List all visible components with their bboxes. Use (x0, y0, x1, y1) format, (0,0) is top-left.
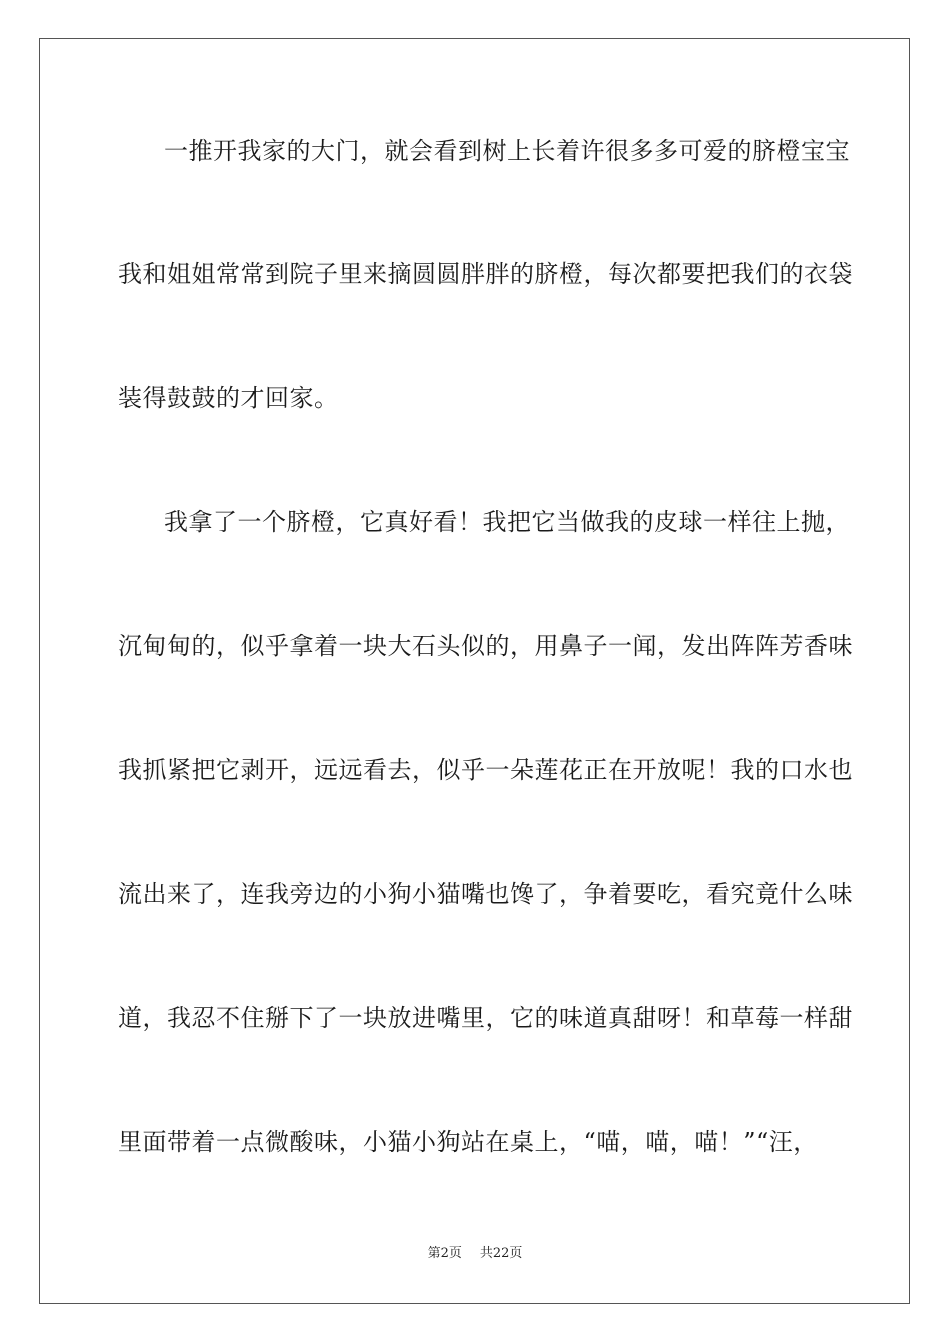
page-border (39, 38, 910, 1304)
paragraph-2-line-6: 里面带着一点微酸味，小猫小狗站在桌上，“喵，喵，喵！”“汪， (118, 1128, 818, 1156)
paragraph-1-line-3: 装得鼓鼓的才回家。 (118, 384, 339, 412)
paragraph-1-line-2: 我和姐姐常常到院子里来摘圆圆胖胖的脐橙，每次都要把我们的衣袋 (118, 260, 853, 288)
paragraph-2-line-3: 我抓紧把它剥开，远远看去，似乎一朵莲花正在开放呢！我的口水也 (118, 756, 853, 784)
page-footer (0, 1246, 950, 1262)
page-number: 第2页 (427, 1246, 462, 1261)
paragraph-2-line-2: 沉甸甸的，似乎拿着一块大石头似的，用鼻子一闻，发出阵阵芳香味 (118, 632, 853, 660)
paragraph-2-line-5: 道，我忍不住掰下了一块放进嘴里，它的味道真甜呀！和草莓一样甜 (118, 1004, 853, 1032)
paragraph-1-line-1: 一推开我家的大门，就会看到树上长着许很多多可爱的脐橙宝宝 (164, 137, 850, 165)
total-pages: 共22页 (479, 1246, 523, 1261)
paragraph-2-line-1: 我拿了一个脐橙，它真好看！我把它当做我的皮球一样往上抛， (164, 508, 850, 536)
paragraph-2-line-4: 流出来了，连我旁边的小狗小猫嘴也馋了，争着要吃，看究竟什么味 (118, 880, 853, 908)
